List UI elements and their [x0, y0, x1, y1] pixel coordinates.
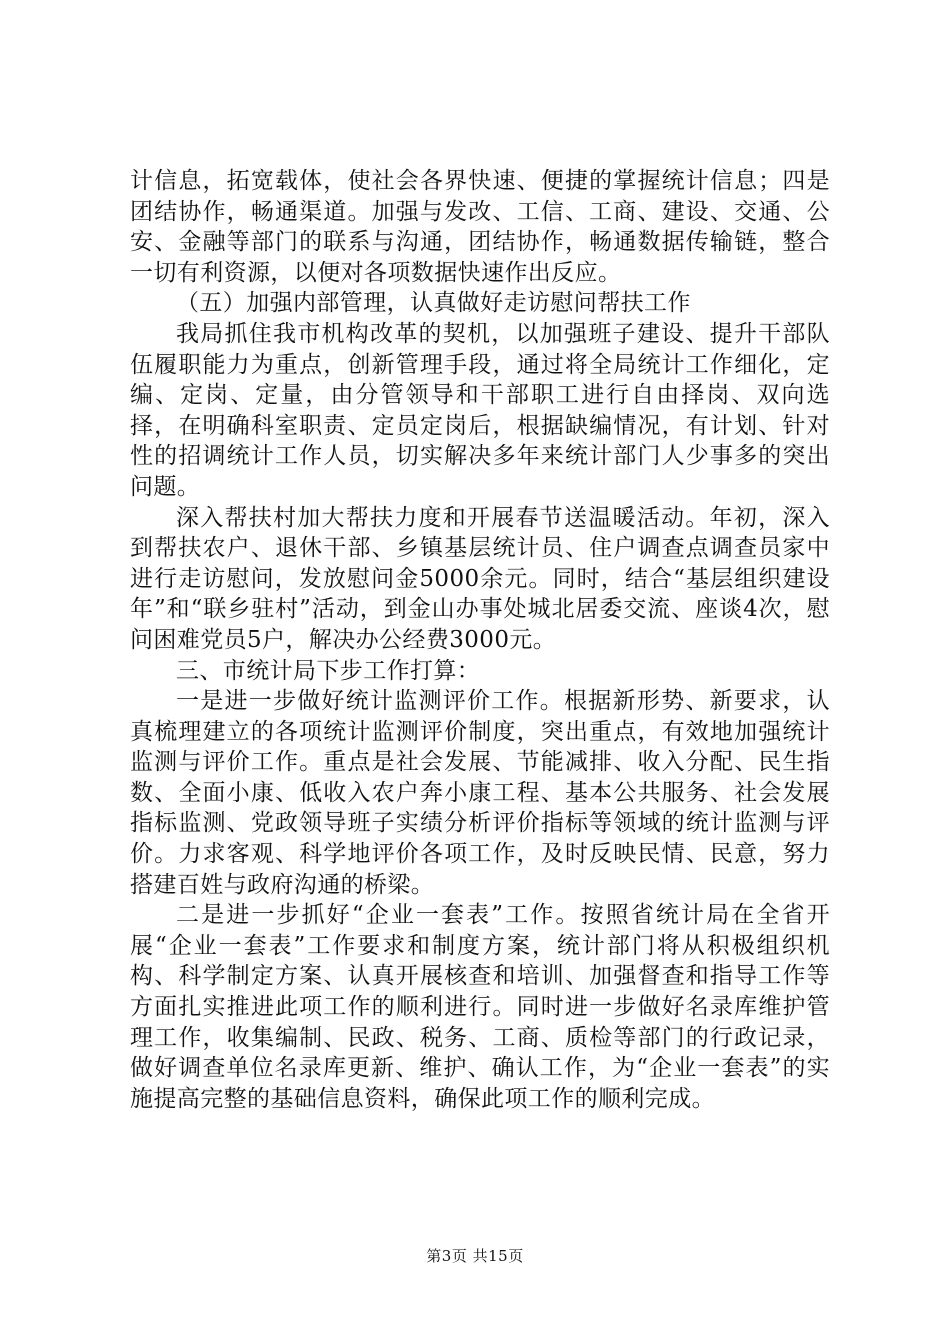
paragraph-plan-one: 一是进一步做好统计监测评价工作。根据新形势、新要求，认真梳理建立的各项统计监测评价制度，突出重点，有效地加强统计监测与评价工作。重点是社会发展、节能减排、收入分配、民生指数、全面小康、低收入农户奔小康工程、基本公共服务、社会发展指标监测、党政领导班子实绩分析评价指标等领域的统计监测与评价。力求客观、科学地评价各项工作，及时反映民情、民意，努力搭建百姓与政府沟通的桥梁。 — [130, 688, 830, 898]
document-body — [130, 166, 830, 1114]
page-number: 第3页 共15页 — [426, 1247, 524, 1265]
page-footer — [0, 1245, 950, 1266]
paragraph-plan-two: 二是进一步抓好“企业一套表”工作。按照省统计局在全省开展“企业一套表”工作要求和制度方案，统计部门将从积极组织机构、科学制定方案、认真开展核查和培训、加强督查和指导工作等方面扎实推进此项工作的顺利进行。同时进一步做好名录库维护管理工作，收集编制、民政、税务、工商、质检等部门的行政记录，做好调查单位名录库更新、维护、确认工作，为“企业一套表”的实施提高完整的基础信息资料，确保此项工作的顺利完成。 — [130, 902, 830, 1112]
paragraph-poverty-assistance: 深入帮扶村加大帮扶力度和开展春节送温暖活动。年初，深入到帮扶农户、退休干部、乡镇基层统计员、住户调查点调查员家中进行走访慰问，发放慰问金5000余元。同时，结合“基层组织建设年”和“联乡驻村”活动，到金山办事处城北居委交流、座谈4次，慰问困难党员5户，解决办公经费3000元。 — [130, 504, 830, 653]
section-heading-five: （五）加强内部管理，认真做好走访慰问帮扶工作 — [176, 290, 691, 317]
paragraph-continuation: 计信息，拓宽载体，使社会各界快速、便捷的掌握统计信息；四是团结协作，畅通渠道。加强与发改、工信、工商、建设、交通、公安、金融等部门的联系与沟通，团结协作，畅通数据传输链，整合一切有利资源，以便对各项数据快速作出反应。 — [130, 168, 830, 286]
section-heading-three: 三、市统计局下步工作打算： — [176, 657, 481, 684]
paragraph-internal-management: 我局抓住我市机构改革的契机，以加强班子建设、提升干部队伍履职能力为重点，创新管理手段，通过将全局统计工作细化，定编、定岗、定量，由分管领导和干部职工进行自由择岗、双向选择，在明确科室职责、定员定岗后，根据缺编情况，有计划、针对性的招调统计工作人员，切实解决多年来统计部门人少事多的突出问题。 — [130, 320, 830, 500]
